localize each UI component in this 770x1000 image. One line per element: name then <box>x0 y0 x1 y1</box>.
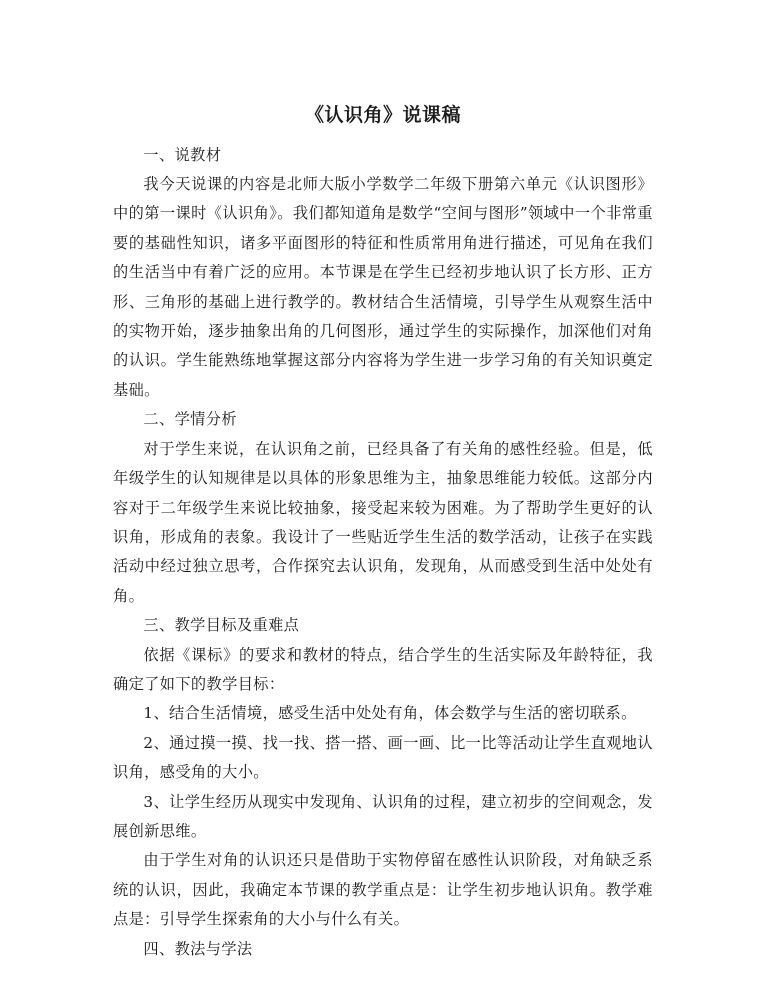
section-heading-teaching-material: 一、说教材 <box>143 145 222 164</box>
section-heading-teaching-goals: 三、教学目标及重难点 <box>143 616 300 635</box>
goal-item-1: 1、结合生活情境，感受生活中处处有角，体会数学与生活的密切联系。 <box>143 704 637 723</box>
paragraph: 依据《课标》的要求和教材的特点，结合学生的生活实际及年龄特征，我确定了如下的教学目标： <box>113 645 653 693</box>
paragraph: 由于学生对角的认识还只是借助于实物停留在感性认识阶段，对角缺乏系统的认识，因此，我确定本节课的教学重点是：让学生初步地认识角。教学难点是：引导学生探索角的大小与什么有关。 <box>113 851 653 929</box>
document-body <box>113 103 653 964</box>
goal-item-2: 2、通过摸一摸、找一找、搭一搭、画一画、比一比等活动让学生直观地认识角，感受角的大小。 <box>113 733 653 782</box>
document-title: 《认识角》说课稿 <box>304 104 461 126</box>
goal-item-3: 3、让学生经历从现实中发现角、认识角的过程，建立初步的空间观念，发展创新思维。 <box>113 792 653 840</box>
section-heading-student-analysis: 二、学情分析 <box>143 410 237 429</box>
section-heading-methods: 四、教法与学法 <box>143 939 253 958</box>
paragraph: 我今天说课的内容是北师大版小学数学二年级下册第六单元《认识图形》中的第一课时《认识角》。我们都知道角是数学“空间与图形”领域中一个非常重要的基础性知识，诸多平面图形的特征和性质常用角进行描述，可见角在我们的生活当中有着广泛的应用。本节课是在学生已经初步地认识了长方形、正方形、三角形的基础上进行教学的。教材结合生活情境，引导学生从观察生活中的实物开始，逐步抽象出角的几何图形，通过学生的实际操作，加深他们对角的认识。学生能熟练地掌握这部分内容将为学生进一步学习角的有关知识奠定基础。 <box>113 175 653 399</box>
paragraph: 对于学生来说，在认识角之前，已经具备了有关角的感性经验。但是，低年级学生的认知规律是以具体的形象思维为主，抽象思维能力较低。这部分内容对于二年级学生来说比较抽象，接受起来较为困难。为了帮助学生更好的认识角，形成角的表象。我设计了一些贴近学生生活的数学活动，让孩子在实践活动中经过独立思考，合作探究去认识角，发现角，从而感受到生活中处处有角。 <box>113 439 653 605</box>
